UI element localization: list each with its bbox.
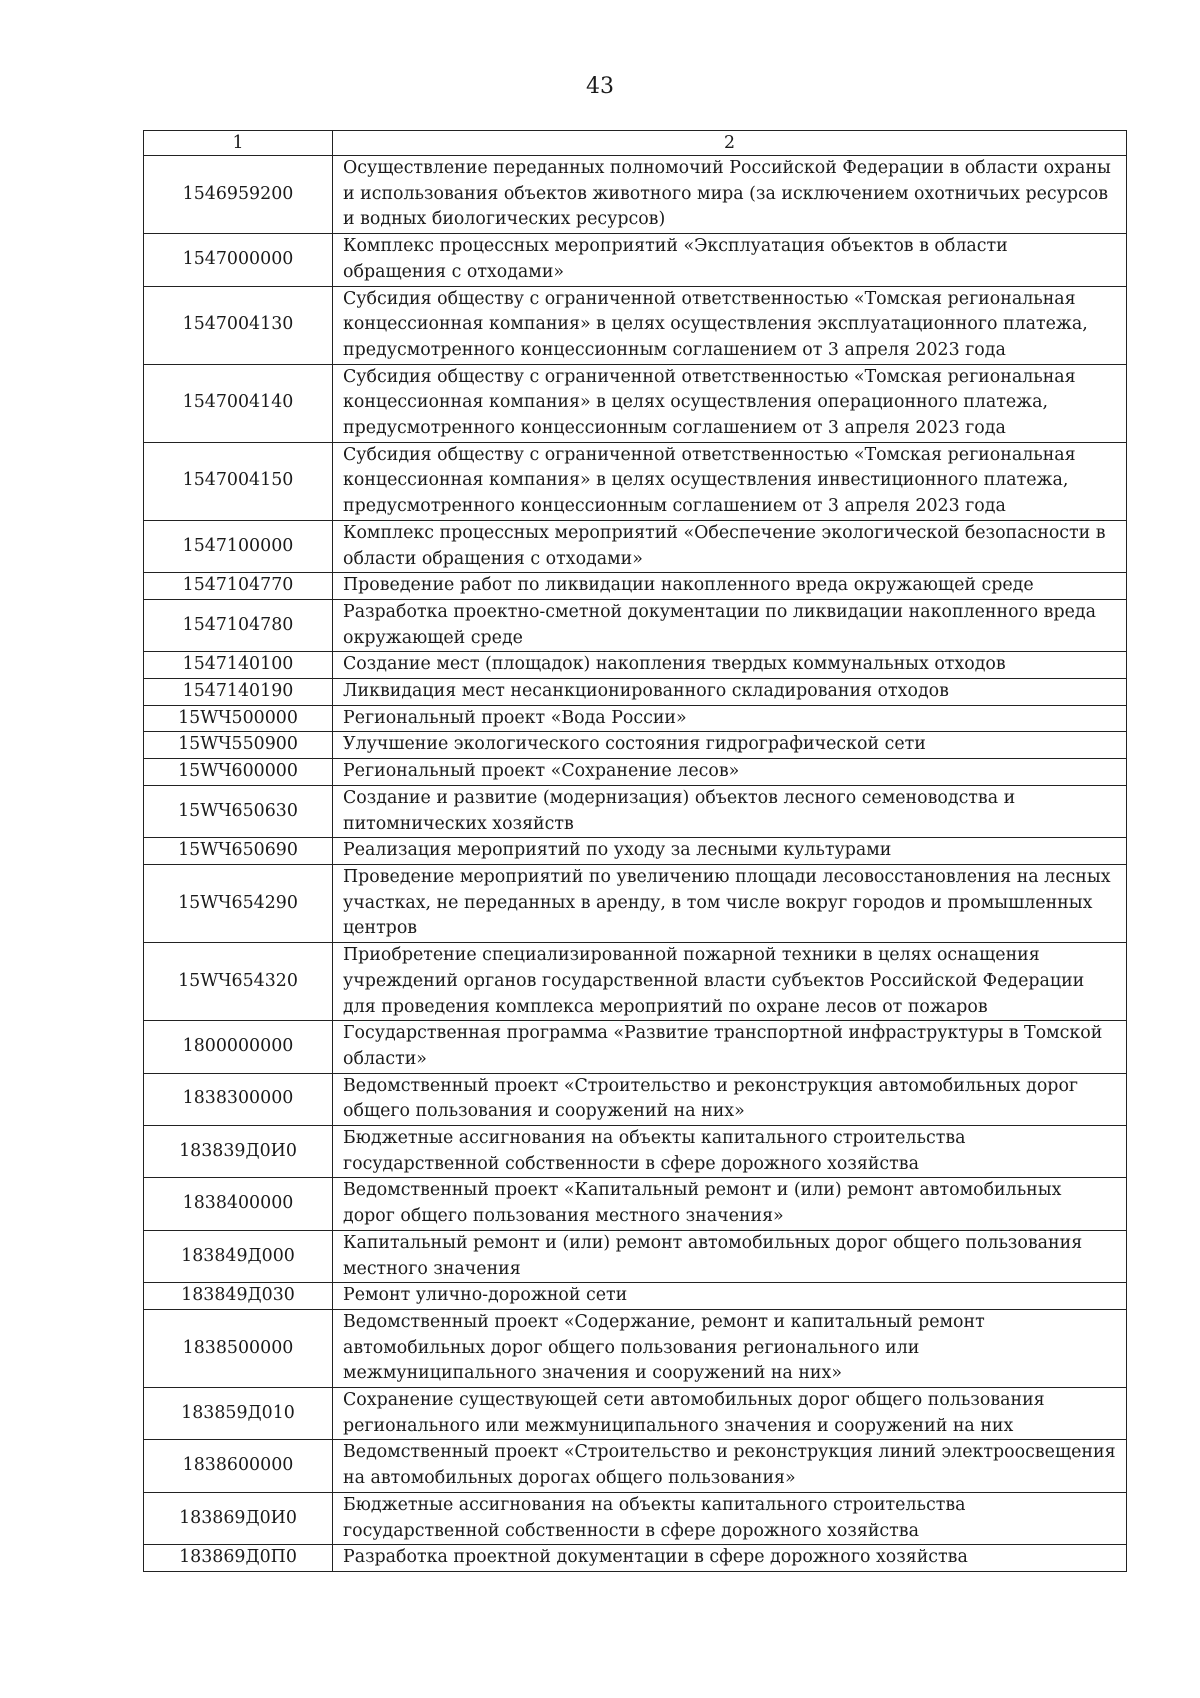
row-name: Ведомственный проект «Содержание, ремонт и капитальный ремонт автомобильных дорог общего пользования регионального или межмуниципального значения и сооружений на них»: [333, 1309, 1127, 1387]
row-name: Реализация мероприятий по уходу за лесными культурами: [333, 838, 1127, 865]
row-code: 15WЧ650630: [144, 785, 333, 837]
table-row: [144, 520, 1127, 572]
table-row: [144, 234, 1127, 286]
row-code: 1547140100: [144, 652, 333, 679]
table-row: [144, 1021, 1127, 1073]
table-row: [144, 442, 1127, 520]
row-name: Ведомственный проект «Строительство и реконструкция автомобильных дорог общего пользования и сооружений на них»: [333, 1073, 1127, 1125]
row-name: Разработка проектно-сметной документации по ликвидации накопленного вреда окружающей среде: [333, 599, 1127, 651]
table-header-row: [144, 131, 1127, 156]
row-name: Создание и развитие (модернизация) объектов лесного семеноводства и питомнических хозяйств: [333, 785, 1127, 837]
row-name: Субсидия обществу с ограниченной ответственностью «Томская региональная концессионная компания» в целях осуществления операционного платежа, предусмотренного концессионным соглашением от 3 апреля 2023 года: [333, 364, 1127, 442]
row-name: Капитальный ремонт и (или) ремонт автомобильных дорог общего пользования местного значения: [333, 1230, 1127, 1282]
row-code: 1547004130: [144, 286, 333, 364]
table-row: [144, 732, 1127, 759]
row-name: Проведение мероприятий по увеличению площади лесовосстановления на лесных участках, не переданных в аренду, в том числе вокруг городов и промышленных центров: [333, 864, 1127, 942]
row-code: 183859Д010: [144, 1388, 333, 1440]
table-row: [144, 1283, 1127, 1310]
table-row: [144, 864, 1127, 942]
row-name: Бюджетные ассигнования на объекты капитального строительства государственной собственности в сфере дорожного хозяйства: [333, 1126, 1127, 1178]
row-name: Ликвидация мест несанкционированного складирования отходов: [333, 679, 1127, 706]
table-row: [144, 1492, 1127, 1544]
row-name: Осуществление переданных полномочий Российской Федерации в области охраны и использования объектов животного мира (за исключением охотничьих ресурсов и водных биологических ресурсов): [333, 156, 1127, 234]
table-row: [144, 1126, 1127, 1178]
row-code: 1547140190: [144, 679, 333, 706]
row-code: 183869Д0П0: [144, 1545, 333, 1572]
row-name: Ведомственный проект «Капитальный ремонт и (или) ремонт автомобильных дорог общего пользования местного значения»: [333, 1178, 1127, 1230]
table-row: [144, 1178, 1127, 1230]
row-name: Региональный проект «Сохранение лесов»: [333, 759, 1127, 786]
row-name: Создание мест (площадок) накопления твердых коммунальных отходов: [333, 652, 1127, 679]
table-row: [144, 785, 1127, 837]
table-row: [144, 1230, 1127, 1282]
row-code: 1800000000: [144, 1021, 333, 1073]
table-row: [144, 679, 1127, 706]
column-header-1: 1: [144, 131, 333, 156]
table-row: [144, 156, 1127, 234]
row-code: 183849Д000: [144, 1230, 333, 1282]
table-row: [144, 1073, 1127, 1125]
row-code: 1547104770: [144, 573, 333, 600]
row-code: 15WЧ654320: [144, 943, 333, 1021]
table-row: [144, 1440, 1127, 1492]
row-code: 1838400000: [144, 1178, 333, 1230]
row-code: 1838600000: [144, 1440, 333, 1492]
table-row: [144, 759, 1127, 786]
table-row: [144, 573, 1127, 600]
row-name: Бюджетные ассигнования на объекты капитального строительства государственной собственности в сфере дорожного хозяйства: [333, 1492, 1127, 1544]
table-row: [144, 599, 1127, 651]
row-code: 15WЧ500000: [144, 705, 333, 732]
row-name: Ведомственный проект «Строительство и реконструкция линий электроосвещения на автомобильных дорогах общего пользования»: [333, 1440, 1127, 1492]
page-number: 43: [586, 74, 614, 99]
row-code: 183849Д030: [144, 1283, 333, 1310]
row-code: 15WЧ550900: [144, 732, 333, 759]
row-name: Приобретение специализированной пожарной техники в целях оснащения учреждений органов государственной власти субъектов Российской Федерации для проведения комплекса мероприятий по охране лесов от пожаров: [333, 943, 1127, 1021]
column-header-2: 2: [333, 131, 1127, 156]
table-row: [144, 364, 1127, 442]
row-code: 183869Д0И0: [144, 1492, 333, 1544]
table-row: [144, 705, 1127, 732]
row-name: Проведение работ по ликвидации накопленного вреда окружающей среде: [333, 573, 1127, 600]
row-code: 1838300000: [144, 1073, 333, 1125]
table-row: [144, 1545, 1127, 1572]
row-code: 183839Д0И0: [144, 1126, 333, 1178]
row-code: 1838500000: [144, 1309, 333, 1387]
row-name: Региональный проект «Вода России»: [333, 705, 1127, 732]
table-row: [144, 838, 1127, 865]
row-name: Сохранение существующей сети автомобильных дорог общего пользования регионального или межмуниципального значения и сооружений на них: [333, 1388, 1127, 1440]
row-name: Улучшение экологического состояния гидрографической сети: [333, 732, 1127, 759]
row-code: 15WЧ654290: [144, 864, 333, 942]
row-code: 1546959200: [144, 156, 333, 234]
row-name: Субсидия обществу с ограниченной ответственностью «Томская региональная концессионная компания» в целях осуществления инвестиционного платежа, предусмотренного концессионным соглашением от 3 апреля 2023 года: [333, 442, 1127, 520]
budget-classification-table: [143, 130, 1127, 1572]
row-code: 15WЧ600000: [144, 759, 333, 786]
row-code: 15WЧ650690: [144, 838, 333, 865]
row-code: 1547004140: [144, 364, 333, 442]
row-code: 1547104780: [144, 599, 333, 651]
row-name: Разработка проектной документации в сфере дорожного хозяйства: [333, 1545, 1127, 1572]
table-row: [144, 943, 1127, 1021]
row-code: 1547004150: [144, 442, 333, 520]
row-code: 1547000000: [144, 234, 333, 286]
row-code: 1547100000: [144, 520, 333, 572]
table-row: [144, 1388, 1127, 1440]
row-name: Комплекс процессных мероприятий «Эксплуатация объектов в области обращения с отходами»: [333, 234, 1127, 286]
row-name: Ремонт улично-дорожной сети: [333, 1283, 1127, 1310]
table-row: [144, 286, 1127, 364]
table-row: [144, 652, 1127, 679]
table-row: [144, 1309, 1127, 1387]
row-name: Субсидия обществу с ограниченной ответственностью «Томская региональная концессионная компания» в целях осуществления эксплуатационного платежа, предусмотренного концессионным соглашением от 3 апреля 2023 года: [333, 286, 1127, 364]
row-name: Комплекс процессных мероприятий «Обеспечение экологической безопасности в области обращения с отходами»: [333, 520, 1127, 572]
row-name: Государственная программа «Развитие транспортной инфраструктуры в Томской области»: [333, 1021, 1127, 1073]
